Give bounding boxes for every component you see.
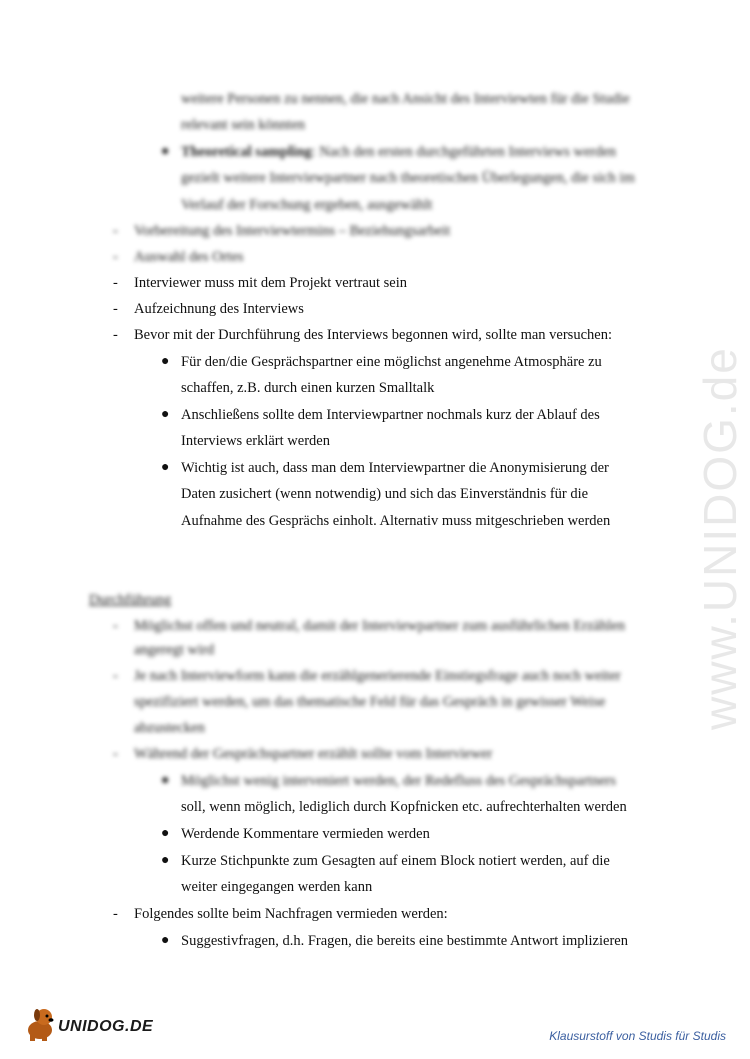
dash-icon: - <box>113 906 118 922</box>
dash-icon: - <box>113 223 118 239</box>
text-line: schaffen, z.B. durch einen kurzen Smalltalk <box>181 380 435 396</box>
text-span: : Nach den ersten durchgeführten Interviews werden <box>311 144 617 160</box>
text-line: Interviews erklärt werden <box>181 433 330 449</box>
dash-icon: - <box>113 668 118 684</box>
text-line: Interviewer muss mit dem Projekt vertraut sein <box>134 275 408 291</box>
text-line: Für den/die Gesprächspartner eine möglichst angenehme Atmosphäre zu <box>181 354 602 370</box>
bullet-icon: ● <box>161 460 170 475</box>
bullet-icon: ● <box>161 354 170 369</box>
text-line: Wichtig ist auch, dass man dem Interviewpartner die Anonymisierung der <box>181 460 609 476</box>
bullet-icon: ● <box>161 407 170 422</box>
text-line: relevant sein könnten <box>181 117 306 133</box>
bold-term: Theoretical sampling <box>181 144 312 160</box>
dash-icon: - <box>113 301 118 317</box>
text-line: soll, wenn möglich, lediglich durch Kopfnicken etc. aufrechterhalten werden <box>181 799 627 815</box>
dash-icon: - <box>113 327 118 343</box>
text-line: Je nach Interviewform kann die erzählgenerierende Einstiegsfrage auch noch weiter <box>134 668 621 684</box>
dash-icon: - <box>113 249 118 265</box>
text-line: Werdende Kommentare vermieden werden <box>181 826 430 842</box>
text-line: Kurze Stichpunkte zum Gesagten auf einem Block notiert werden, auf die <box>181 853 610 869</box>
text-line: Möglichst wenig interveniert werden, der Redefluss des Gesprächspartners <box>181 773 616 789</box>
text-line: weiter eingegangen werden kann <box>181 879 373 895</box>
text-line: weitere Personen zu nennen, die nach Ansicht des Interviewten für die Studie <box>181 91 630 107</box>
logo-text: UNIDOG.DE <box>58 1018 154 1035</box>
text-line: Anschließens sollte dem Interviewpartner nochmals kurz der Ablauf des <box>181 407 600 423</box>
text-line: gezielt weitere Interviewpartner nach theoretischen Überlegungen, die sich im <box>181 170 635 186</box>
bullet-icon: ● <box>161 826 170 841</box>
section-heading: Durchführung <box>89 592 172 608</box>
bullet-icon: ● <box>161 773 170 788</box>
bullet-icon: ● <box>161 853 170 868</box>
text-line: abzustecken <box>134 720 205 736</box>
dash-icon: - <box>113 618 118 634</box>
footer-tagline: Klausurstoff von Studis für Studis <box>549 1029 726 1043</box>
dash-icon: - <box>113 275 118 291</box>
text-line: Während der Gesprächspartner erzählt sollte vom Interviewer <box>134 746 493 762</box>
text-line: Suggestivfragen, d.h. Fragen, die bereits eine bestimmte Antwort implizieren <box>181 933 628 949</box>
text-line: Aufzeichnung des Interviews <box>134 301 304 317</box>
bullet-icon: ● <box>161 933 170 948</box>
text-line: Aufnahme des Gesprächs einholt. Alternativ muss mitgeschrieben werden <box>181 513 611 529</box>
text-line: spezifiziert werden, um das thematische Feld für das Gespräch in gewisser Weise <box>134 694 606 710</box>
text-line <box>181 142 616 162</box>
dash-icon: - <box>113 746 118 762</box>
bullet-icon: ● <box>161 144 170 159</box>
unidog-logo <box>22 1004 162 1044</box>
text-line: Verlauf der Forschung ergeben, ausgewählt <box>181 197 433 213</box>
text-line: Möglichst offen und neutral, damit der Interviewpartner zum ausführlichen Erzählen <box>134 618 625 634</box>
text-line: Vorbereitung des Interviewtermins – Beziehungsarbeit <box>134 223 451 239</box>
text-line: Auswahl des Ortes <box>134 249 244 265</box>
text-line: angeregt wird <box>134 642 215 658</box>
watermark: www.UNIDOG.de <box>694 346 746 730</box>
dog-icon <box>22 1004 62 1044</box>
text-line: Bevor mit der Durchführung des Interviews begonnen wird, sollte man versuchen: <box>134 327 612 343</box>
text-line: Folgendes sollte beim Nachfragen vermieden werden: <box>134 906 448 922</box>
text-line: Daten zusichert (wenn notwendig) und sich das Einverständnis für die <box>181 486 589 502</box>
